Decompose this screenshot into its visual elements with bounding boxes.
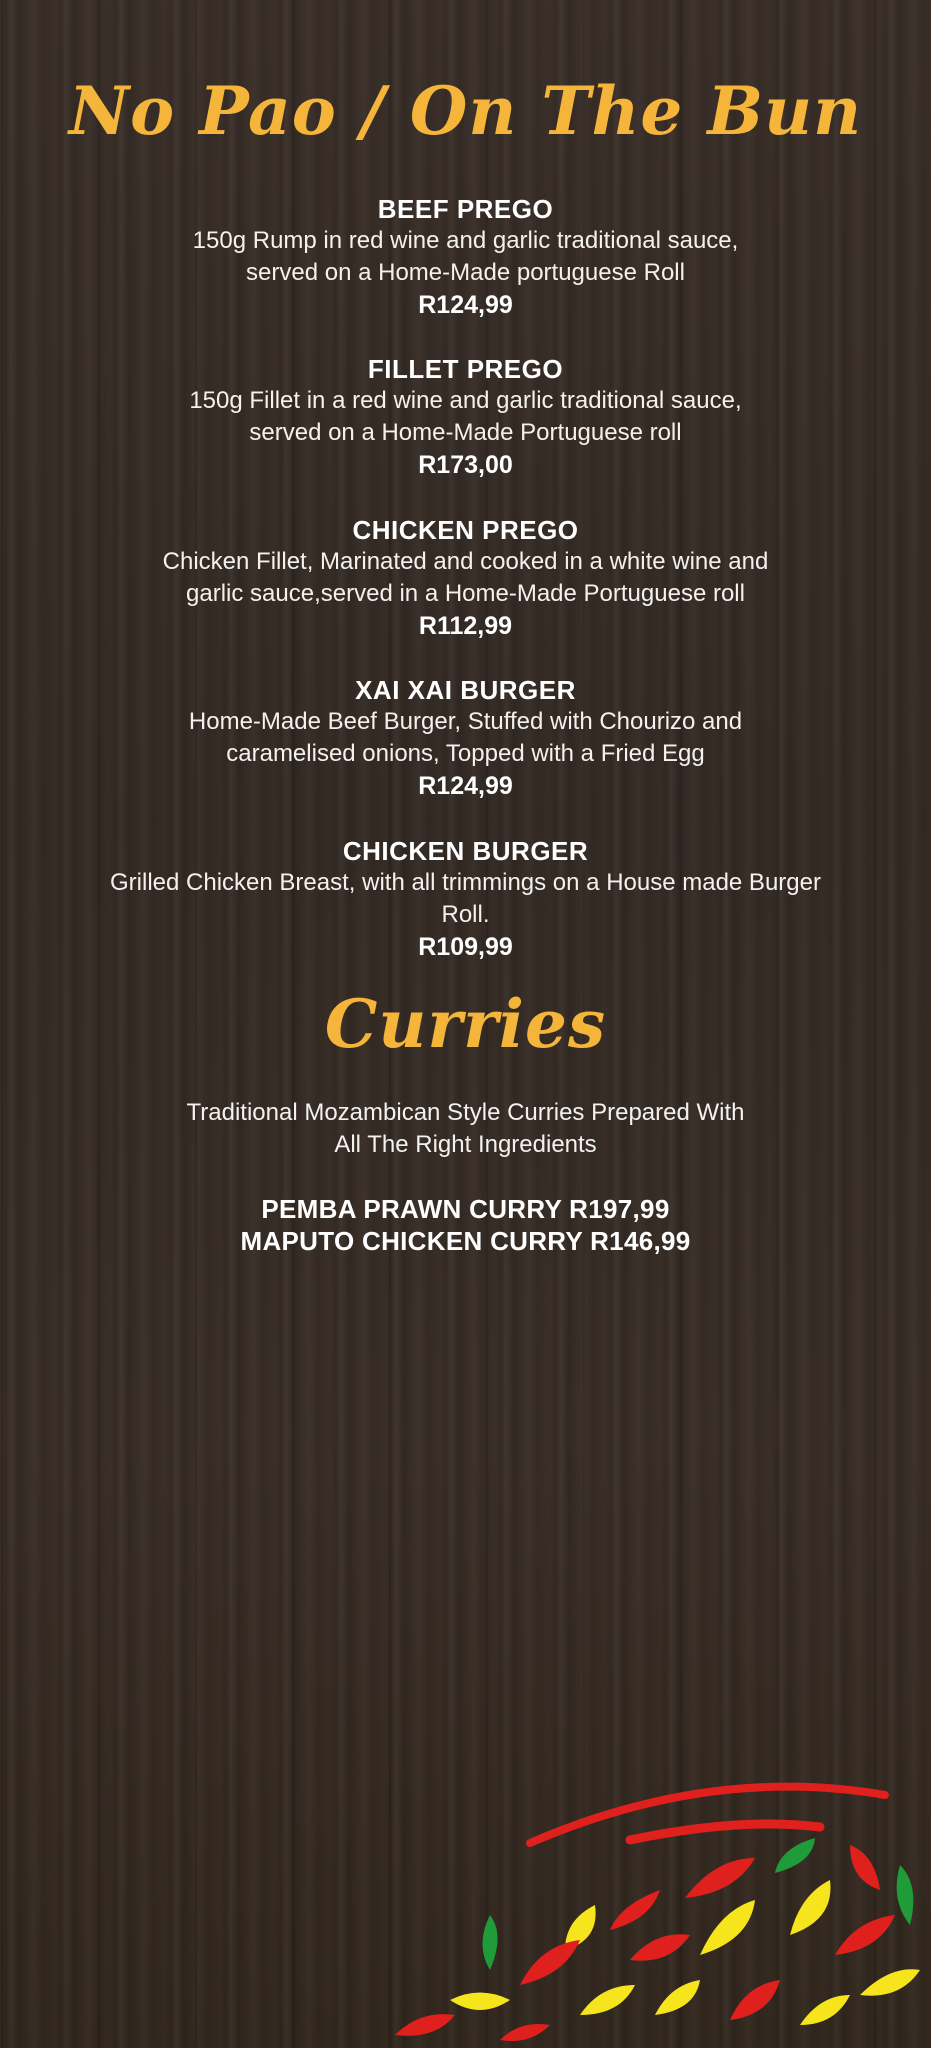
menu-item-fillet-prego — [60, 353, 871, 481]
curry-item-pemba-prawn: PEMBA PRAWN CURRY R197,99 — [261, 1194, 670, 1224]
item-description-line: caramelised onions, Topped with a Fried Egg — [226, 740, 705, 767]
menu-item-xai-xai-burger — [60, 674, 871, 802]
item-name: XAI XAI BURGER — [355, 675, 576, 705]
item-price: R109,99 — [418, 933, 513, 961]
section-title-curries: Curries — [324, 985, 607, 1063]
item-description-line: Home-Made Beef Burger, Stuffed with Chourizo and — [188, 708, 743, 735]
item-price: R124,99 — [418, 291, 513, 319]
item-name: CHICKEN PREGO — [352, 515, 579, 545]
curry-list — [60, 1193, 871, 1257]
item-price: R124,99 — [418, 772, 513, 800]
item-name: BEEF PREGO — [377, 194, 554, 224]
item-description-line: served on a Home-Made Portuguese roll — [249, 419, 682, 446]
curries-intro-line: Traditional Mozambican Style Curries Prepared With — [186, 1099, 745, 1126]
chilli-peppers-icon — [380, 1755, 931, 2048]
section-title-on-the-bun: No Pao / On The Bun — [68, 72, 863, 150]
menu-item-chicken-prego — [60, 514, 871, 642]
item-description-line: served on a Home-Made portuguese Roll — [246, 259, 685, 286]
item-name: CHICKEN BURGER — [342, 836, 589, 866]
item-price: R173,00 — [418, 451, 513, 479]
item-price: R112,99 — [418, 612, 513, 640]
menu-item-beef-prego — [60, 193, 871, 321]
item-description-line: 150g Rump in red wine and garlic traditional sauce, — [192, 227, 739, 254]
item-description-line: 150g Fillet in a red wine and garlic traditional sauce, — [189, 387, 742, 414]
item-description-line: Chicken Fillet, Marinated and cooked in a white wine and — [162, 548, 769, 575]
curries-intro-line: All The Right Ingredients — [334, 1131, 597, 1158]
curry-item-maputo-chicken: MAPUTO CHICKEN CURRY R146,99 — [240, 1226, 691, 1256]
item-description-line: Roll. — [441, 901, 490, 928]
menu-item-chicken-burger — [60, 835, 871, 963]
item-description-line: Grilled Chicken Breast, with all trimmings on a House made Burger — [110, 869, 821, 896]
item-name: FILLET PREGO — [367, 354, 564, 384]
item-description-line: garlic sauce,served in a Home-Made Portuguese roll — [186, 580, 745, 607]
curries-intro — [60, 1097, 871, 1161]
